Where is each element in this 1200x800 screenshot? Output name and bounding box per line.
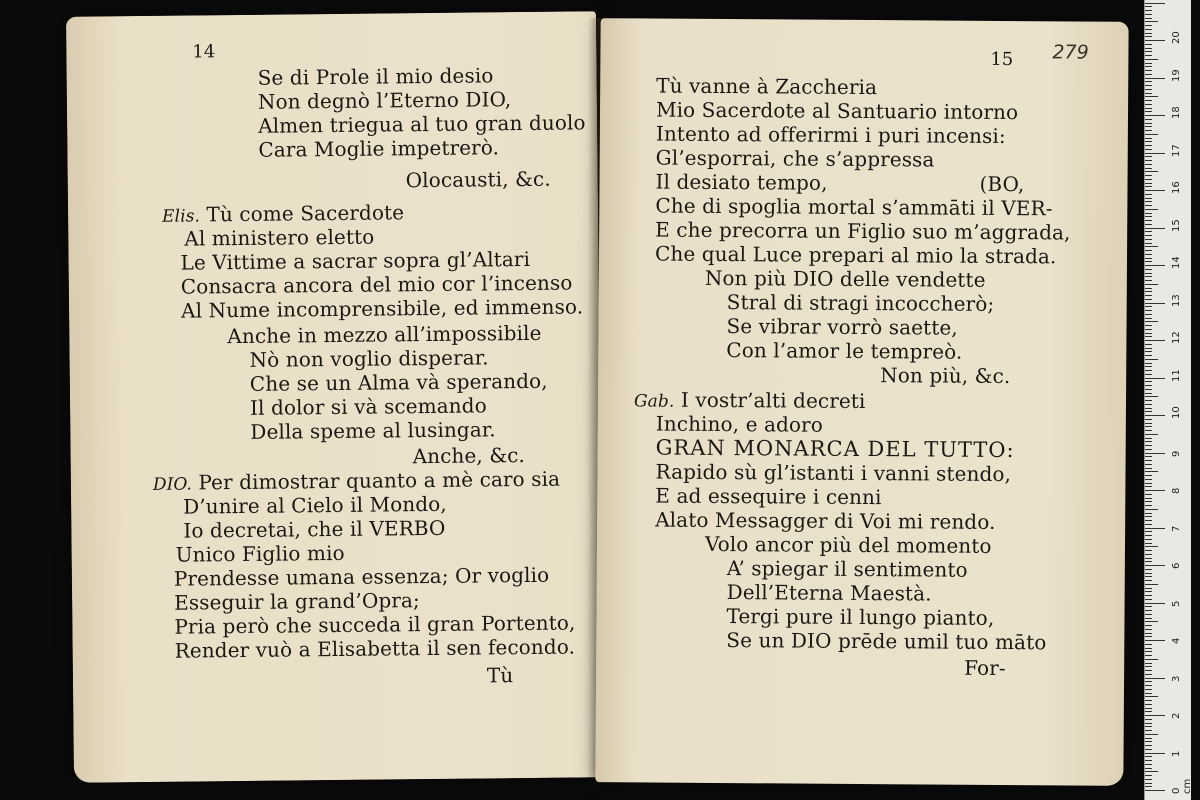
text-line: Olocausti, &c.: [405, 166, 551, 193]
ruler-tick: [1145, 179, 1152, 180]
ruler-tick: [1145, 445, 1152, 446]
ruler-tick: [1145, 261, 1152, 262]
ruler-tick: [1145, 156, 1152, 157]
ruler-tick: [1145, 18, 1152, 19]
ruler-tick: [1145, 640, 1165, 641]
ruler-tick: [1145, 306, 1152, 307]
ruler-tick: [1145, 265, 1165, 266]
ruler-tick: [1145, 591, 1152, 592]
text-line: D’unire al Cielo il Mondo,: [183, 491, 447, 519]
text-line: I vostr’alti decreti: [680, 387, 866, 414]
ruler-tick: [1145, 453, 1165, 454]
ruler-tick: [1145, 423, 1152, 424]
ruler-tick: [1145, 59, 1158, 60]
ruler-tick: [1145, 134, 1158, 135]
ruler-tick: [1145, 280, 1152, 281]
ruler-tick: [1145, 70, 1152, 71]
text-line: Cara Moglie impetrerò.: [258, 135, 500, 162]
text-line: Alato Messagger di Voi mi rendo.: [655, 507, 996, 534]
ruler-tick: [1145, 711, 1152, 712]
catchword: For-: [964, 655, 1006, 681]
ruler-tick: [1145, 126, 1152, 127]
ruler-tick: [1145, 723, 1152, 724]
ruler-tick: [1145, 201, 1152, 202]
text-line: Con l’amor le tempreò.: [726, 338, 963, 364]
text-line: Che se un Alma và sperando,: [249, 368, 548, 396]
ruler-tick: [1145, 216, 1152, 217]
text-line: Almen triegua al tuo gran duolo: [258, 110, 586, 138]
ruler-tick: [1145, 434, 1158, 435]
text-line: Rapido sù gl’istanti i vanni stendo,: [655, 459, 1012, 487]
ruler-tick: [1145, 243, 1152, 244]
text-line: Stral di stragi incoccherò;: [726, 290, 995, 316]
ruler-tick: [1145, 479, 1152, 480]
ruler-label: 12: [1171, 331, 1182, 344]
ruler-label: 7: [1171, 525, 1182, 532]
ruler-tick: [1145, 145, 1152, 146]
ruler-tick: [1145, 741, 1152, 742]
ruler-tick: [1145, 310, 1152, 311]
ruler-tick: [1145, 194, 1152, 195]
ruler-tick: [1145, 678, 1165, 679]
ruler-tick: [1145, 235, 1152, 236]
ruler-tick: [1145, 745, 1152, 746]
ruler-tick: [1145, 730, 1152, 731]
ruler-tick: [1145, 625, 1152, 626]
ruler-tick: [1145, 419, 1152, 420]
ruler-tick: [1145, 610, 1152, 611]
ruler-tick: [1145, 486, 1152, 487]
ruler-tick: [1145, 449, 1152, 450]
text-line: Volo ancor più del momento: [704, 531, 992, 558]
ruler-tick: [1145, 333, 1152, 334]
ruler-label: 5: [1171, 600, 1182, 607]
ruler-tick: [1145, 74, 1152, 75]
ruler-tick: [1145, 531, 1152, 532]
ruler-label: 10: [1171, 406, 1182, 419]
text-line: Se di Prole il mio desio: [257, 63, 494, 90]
ruler-tick: [1145, 528, 1165, 529]
ruler-tick: [1145, 254, 1152, 255]
ruler-tick: [1145, 186, 1152, 187]
ruler-tick: [1145, 168, 1152, 169]
page-number-right: 15: [990, 48, 1014, 71]
ruler-tick: [1145, 183, 1152, 184]
text-line: Consacra ancora del mio cor l’incenso: [180, 270, 573, 299]
page-number-left: 14: [192, 41, 216, 63]
text-line: Non più, &c.: [880, 363, 1011, 389]
ruler-tick: [1145, 299, 1152, 300]
ruler-tick: [1145, 21, 1158, 22]
text-line: Tergi pure il lungo pianto,: [726, 604, 995, 630]
ruler-tick: [1145, 29, 1152, 30]
ruler-tick: [1145, 501, 1152, 502]
ruler-tick: [1145, 348, 1152, 349]
ruler-tick: [1145, 636, 1152, 637]
ruler-tick: [1145, 269, 1152, 270]
ruler-tick: [1145, 475, 1152, 476]
ruler-tick: [1145, 104, 1152, 105]
ruler-tick: [1145, 51, 1152, 52]
text-line: Prendesse umana essenza; Or voglio: [173, 562, 550, 591]
ruler-tick: [1145, 629, 1152, 630]
ruler-tick: [1145, 198, 1152, 199]
ruler-tick: [1145, 790, 1165, 791]
text-line: Il desiato tempo,: [655, 169, 828, 195]
ruler-tick: [1145, 464, 1152, 465]
ruler-tick: [1145, 543, 1152, 544]
ruler-tick: [1145, 471, 1158, 472]
ruler-tick: [1145, 239, 1152, 240]
ruler-tick: [1145, 393, 1152, 394]
ruler-tick: [1145, 558, 1152, 559]
ruler-tick: [1145, 318, 1152, 319]
ruler-tick: [1145, 670, 1152, 671]
ruler-tick: [1145, 85, 1152, 86]
ruler-tick: [1145, 438, 1152, 439]
catchword: Tù: [486, 663, 514, 688]
ruler-tick: [1145, 231, 1152, 232]
text-line: Della speme al lusingar.: [250, 417, 496, 444]
text-line: Per dimostrar quanto a mè caro sia: [198, 466, 561, 495]
ruler-label: 8: [1171, 487, 1182, 494]
text-line: Io decretai, che il VERBO: [183, 515, 446, 543]
text-line: Anche in mezzo all’impossibile: [227, 320, 542, 349]
ruler-tick: [1145, 321, 1158, 322]
ruler-tick: [1145, 696, 1158, 697]
ruler-tick: [1145, 576, 1152, 577]
ruler-tick: [1145, 396, 1158, 397]
ruler-tick: [1145, 325, 1152, 326]
ruler-tick: [1145, 153, 1165, 154]
ruler-tick: [1145, 100, 1152, 101]
text-line: Al Nume incomprensibile, ed immenso.: [180, 294, 584, 323]
ruler-tick: [1145, 408, 1152, 409]
ruler-tick: [1145, 468, 1152, 469]
ruler-tick: [1145, 648, 1152, 649]
ruler-tick: [1145, 595, 1152, 596]
ruler-tick: [1145, 411, 1152, 412]
ruler-tick: [1145, 734, 1158, 735]
ruler-tick: [1145, 141, 1152, 142]
ruler-tick: [1145, 606, 1152, 607]
ruler-tick: [1145, 3, 1165, 4]
ruler-tick: [1145, 96, 1158, 97]
ruler-tick: [1145, 138, 1152, 139]
text-line: Mio Sacerdote al Santuario intorno: [655, 97, 1019, 125]
ruler-tick: [1145, 66, 1152, 67]
ruler-label: 2: [1171, 712, 1182, 719]
text-line: A’ spiegar il sentimento: [726, 556, 968, 582]
text-line: Se vibrar vorrò saette,: [726, 314, 958, 340]
ruler-tick: [1145, 505, 1152, 506]
ruler-tick: [1145, 130, 1152, 131]
text-line: Render vuò a Elisabetta il sen fecondo.: [174, 634, 576, 663]
ruler-tick: [1145, 303, 1165, 304]
ruler-tick: [1145, 520, 1152, 521]
ruler-tick: [1145, 81, 1152, 82]
ruler-tick: [1145, 546, 1158, 547]
ruler-tick: [1145, 771, 1158, 772]
ruler-tick: [1145, 291, 1152, 292]
ruler-label: 15: [1171, 218, 1182, 232]
ruler-tick: [1145, 430, 1152, 431]
ruler-tick: [1145, 336, 1152, 337]
ruler-tick: [1145, 314, 1152, 315]
ruler-tick: [1145, 498, 1152, 499]
ruler-tick: [1145, 644, 1152, 645]
ruler-tick: [1145, 681, 1152, 682]
ruler-tick: [1145, 753, 1165, 754]
text-line: Gl’esporrai, che s’appressa: [655, 145, 935, 172]
ruler-label: 16: [1171, 181, 1182, 194]
ruler-tick: [1145, 738, 1152, 739]
ruler-tick: [1145, 685, 1152, 686]
ruler-tick: [1145, 535, 1152, 536]
ruler-tick: [1145, 190, 1165, 191]
ruler-tick: [1145, 539, 1152, 540]
ruler-tick: [1145, 374, 1152, 375]
text-line: E che precorra un Figlio suo m’aggrada,: [655, 217, 1071, 245]
ruler-label: 11: [1171, 368, 1182, 382]
ruler-tick: [1145, 25, 1152, 26]
ruler-tick: [1145, 93, 1152, 94]
text-line: Che qual Luce prepari al mio la strada.: [654, 241, 1057, 269]
ruler-tick: [1145, 663, 1152, 664]
ruler-tick: [1145, 674, 1152, 675]
text-line: Tù come Sacerdote: [206, 200, 405, 227]
ruler-tick: [1145, 726, 1152, 727]
ruler-tick: [1145, 460, 1152, 461]
ruler-tick: [1145, 250, 1152, 251]
ruler-label: 9: [1171, 450, 1182, 457]
ruler-label: 4: [1171, 637, 1182, 644]
ruler-tick: [1145, 351, 1152, 352]
ruler-label: 14: [1171, 256, 1182, 269]
ruler-tick: [1145, 554, 1152, 555]
ruler-tick: [1145, 400, 1152, 401]
ruler-tick: [1145, 14, 1152, 15]
ruler-tick: [1145, 175, 1152, 176]
text-line: Se un DIO prēde umil tuo māto: [726, 628, 1047, 655]
ruler-tick: [1145, 509, 1158, 510]
ruler-label: 6: [1171, 562, 1182, 569]
ruler-tick: [1145, 55, 1152, 56]
ruler-tick: [1145, 700, 1152, 701]
speaker-label: DIO.: [152, 474, 193, 495]
ruler-tick: [1145, 171, 1158, 172]
text-line: Esseguir la grand’Opra;: [174, 588, 420, 615]
ruler-tick: [1145, 621, 1158, 622]
ruler-tick: [1145, 385, 1152, 386]
ruler-tick: [1145, 363, 1152, 364]
ruler-tick: [1145, 573, 1152, 574]
text-line: Nò non voglio disperar.: [249, 345, 489, 372]
text-line: Anche, &c.: [412, 443, 526, 469]
text-line: Al ministero eletto: [184, 224, 375, 251]
measurement-ruler: [1144, 0, 1191, 800]
ruler-tick: [1145, 115, 1165, 116]
text-line: Non più DIO delle vendette: [704, 265, 986, 292]
ruler-tick: [1145, 329, 1152, 330]
ruler-tick: [1145, 10, 1152, 11]
ruler-tick: [1145, 768, 1152, 769]
text-line: Dell’Eterna Maestà.: [726, 580, 932, 606]
ruler-tick: [1145, 344, 1152, 345]
ruler-label: 17: [1171, 143, 1182, 157]
ruler-tick: [1145, 756, 1152, 757]
ruler-tick: [1145, 378, 1165, 379]
ruler-tick: [1145, 719, 1152, 720]
ruler-tick: [1145, 483, 1152, 484]
ruler-label: 0 cm: [1171, 778, 1193, 794]
ruler-tick: [1145, 220, 1152, 221]
ruler-tick: [1145, 123, 1152, 124]
ruler-tick: [1145, 273, 1152, 274]
ruler-tick: [1145, 689, 1152, 690]
speaker-label: Elis.: [161, 206, 201, 227]
ruler-tick: [1145, 524, 1152, 525]
text-line: (BO,: [979, 171, 1025, 197]
ruler-tick: [1145, 404, 1152, 405]
ruler-tick: [1145, 704, 1152, 705]
text-line: Che di spoglia mortal s’ammāti il VER-: [655, 193, 1053, 221]
ruler-tick: [1145, 490, 1165, 491]
text-line: Inchino, e adoro: [655, 411, 823, 437]
ruler-tick: [1145, 48, 1152, 49]
ruler-tick: [1145, 693, 1152, 694]
ruler-tick: [1145, 569, 1152, 570]
ruler-tick: [1145, 415, 1165, 416]
ruler-tick: [1145, 366, 1152, 367]
ruler-tick: [1145, 44, 1152, 45]
ruler-tick: [1145, 775, 1152, 776]
ruler-tick: [1145, 494, 1152, 495]
ruler-tick: [1145, 618, 1152, 619]
ruler-tick: [1145, 6, 1152, 7]
ruler-label: 3: [1171, 675, 1182, 682]
ruler-tick: [1145, 764, 1152, 765]
text-line: Tù vanne à Zaccheria: [656, 73, 878, 100]
ruler-tick: [1145, 389, 1152, 390]
ruler-tick: [1145, 441, 1152, 442]
ruler-tick: [1145, 119, 1152, 120]
ruler-tick: [1145, 580, 1152, 581]
ruler-tick: [1145, 708, 1152, 709]
ruler-tick: [1145, 284, 1158, 285]
text-line: Non degnò l’Eterno DIO,: [257, 87, 512, 114]
text-line: Le Vittime a sacrar sopra gl’Altari: [180, 246, 531, 275]
ruler-tick: [1145, 276, 1152, 277]
ruler-tick: [1145, 33, 1152, 34]
right-page: [595, 18, 1128, 786]
ruler-tick: [1145, 516, 1152, 517]
ruler-tick: [1145, 426, 1152, 427]
ruler-label: 1: [1171, 750, 1182, 757]
ruler-tick: [1145, 659, 1158, 660]
ruler-tick: [1145, 786, 1152, 787]
ruler-tick: [1145, 651, 1152, 652]
ruler-tick: [1145, 359, 1158, 360]
ruler-tick: [1145, 655, 1152, 656]
ruler-tick: [1145, 340, 1165, 341]
ruler-tick: [1145, 258, 1152, 259]
ruler-tick: [1145, 36, 1152, 37]
ruler-tick: [1145, 213, 1152, 214]
ruler-tick: [1145, 78, 1165, 79]
ruler-tick: [1145, 550, 1152, 551]
ruler-tick: [1145, 205, 1152, 206]
ruler-tick: [1145, 584, 1158, 585]
ruler-label: 18: [1171, 106, 1182, 119]
ruler-tick: [1145, 513, 1152, 514]
ruler-tick: [1145, 40, 1165, 41]
ruler-tick: [1145, 164, 1152, 165]
ruler-tick: [1145, 108, 1152, 109]
text-line: Unico Figlio mio: [175, 540, 345, 567]
ruler-tick: [1145, 456, 1152, 457]
folio-mark: 279: [1052, 41, 1089, 64]
ruler-tick: [1145, 149, 1152, 150]
speaker-label: Gab.: [633, 391, 675, 412]
ruler-tick: [1145, 588, 1152, 589]
ruler-tick: [1145, 295, 1152, 296]
text-line: Il dolor si và scemando: [249, 393, 487, 420]
ruler-tick: [1145, 160, 1152, 161]
ruler-tick: [1145, 599, 1152, 600]
ruler-tick: [1145, 633, 1152, 634]
ruler-tick: [1145, 228, 1165, 229]
ruler-tick: [1145, 666, 1152, 667]
text-line: E ad essequire i cenni: [655, 483, 882, 510]
ruler-tick: [1145, 760, 1152, 761]
ruler-label: 20: [1171, 31, 1182, 44]
ruler-tick: [1145, 783, 1152, 784]
ruler-tick: [1145, 246, 1158, 247]
ruler-tick: [1145, 355, 1152, 356]
ruler-tick: [1145, 715, 1165, 716]
text-line-caps: GRAN MONARCA DEL TUTTO:: [655, 435, 1015, 463]
ruler-tick: [1145, 63, 1152, 64]
ruler-tick: [1145, 370, 1152, 371]
ruler-label: 13: [1171, 293, 1182, 307]
text-line: Intento ad offerirmi i puri incensi:: [655, 121, 1006, 148]
ruler-tick: [1145, 565, 1165, 566]
ruler-tick: [1145, 779, 1152, 780]
ruler-label: 19: [1171, 68, 1182, 82]
ruler-tick: [1145, 288, 1152, 289]
ruler-tick: [1145, 209, 1158, 210]
ruler-tick: [1145, 224, 1152, 225]
ruler-tick: [1145, 89, 1152, 90]
text-line: Pria però che succeda il gran Portento,: [174, 610, 576, 639]
left-page: [66, 11, 604, 783]
ruler-tick: [1145, 614, 1152, 615]
ruler-tick: [1145, 561, 1152, 562]
ruler-tick: [1145, 749, 1152, 750]
ruler-tick: [1145, 111, 1152, 112]
ruler-tick: [1145, 603, 1165, 604]
ruler-tick: [1145, 381, 1152, 382]
